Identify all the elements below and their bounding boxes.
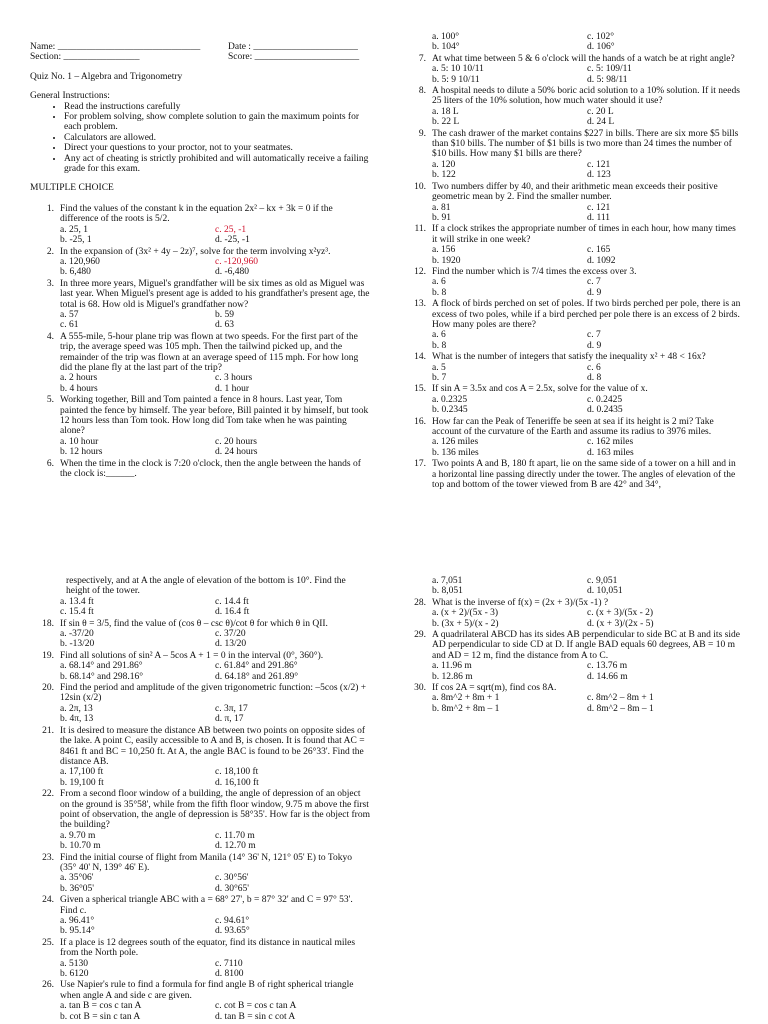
answer-option: b. 95.14° [60,926,95,937]
question-item [402,352,742,362]
question-item [30,726,370,768]
answer-option: d. 13/20 [215,639,247,650]
answer-option: b. 22 L [432,117,460,128]
options-grid [60,661,370,682]
answer-option: a. 9.70 m [60,830,96,841]
answer-option: c. 20 L [587,106,614,117]
question-number: 6. [46,458,54,469]
answer-option: d. 9 [587,340,602,351]
question-text: If a place is 12 degrees south of the equator, find its distance in nautical miles from the North pole. [60,937,356,959]
options-grid [432,160,742,181]
answer-option: b. 12.86 m [432,671,473,682]
q17-continuation: respectively, and at A the angle of elevation of the bottom is 10°. Find the height of the tower. [66,576,346,597]
options-grid [60,959,370,980]
answer-option: b. 10.70 m [60,841,101,852]
options-grid [60,767,370,788]
answer-option: d. 123 [587,170,611,181]
options-grid [432,64,742,85]
question-item [30,789,370,831]
answer-option: d. 10,051 [587,586,623,597]
answer-option: d. 163 miles [587,447,634,458]
options-grid [60,373,370,394]
question-number: 3. [46,278,54,289]
answer-option: c. 0.2425 [587,394,623,405]
answer-option: a. 18 L [432,106,459,117]
question-list-p2-right [402,598,742,714]
answer-option: d. -25, -1 [215,235,250,246]
answer-option: a. 6 [432,330,446,341]
question-number: 30. [414,683,426,694]
options-grid [432,330,742,351]
answer-option: c. cot B = cos c tan A [215,1001,297,1012]
score-field[interactable]: Score: ______________________ [228,52,360,63]
answer-option: b. 8 [432,287,447,298]
options-grid [432,107,742,128]
question-text: If sin A = 3.5x and cos A = 2.5x, solve for the value of x. [432,384,648,395]
question-number: 15. [414,384,426,395]
quiz-title: Quiz No. 1 – Algebra and Trigonometry [30,71,183,82]
question-text: Find the initial course of flight from Manila (14° 36' N, 121° 05' E) to Tokyo (35° 40' N, 139° 46' E). [60,852,352,873]
answer-option: b. 104° [432,42,460,53]
answer-option: a. 68.14° and 291.86° [60,661,143,672]
answer-option: b. 59 [215,309,234,320]
question-item [402,459,742,490]
answer-option: d. 63 [215,320,234,331]
answer-option: c. 61.84° and 291.86° [215,661,298,672]
answer-option: d. 1 hour [215,383,250,394]
answer-option: d. 8100 [215,969,244,980]
options-grid [60,225,370,246]
answer-option: b. 36°05' [60,883,95,894]
name-field[interactable]: Name: ______________________________ [30,42,201,52]
options-grid [60,629,370,650]
answer-option: c. 162 miles [587,437,634,448]
question-text: It is desired to measure the distance AB between two points on opposite sides of the lake. A point C, easily accessible to A and B, is chosen. It is found that AC = 8461 ft and BC = 10,250 ft. At A, the angle BAC is found to be 26°33'. Find the distance AB. [60,725,365,767]
page2-right-column [402,576,742,714]
question-number: 7. [418,53,426,64]
question-item [402,267,742,277]
answer-option: b. 8,051 [432,586,463,597]
question-number: 19. [42,650,54,661]
answer-option: a. 2 hours [60,373,98,384]
answer-option: d. 14.66 m [587,671,628,682]
question-text: Two points A and B, 180 ft apart, lie on the same side of a tower on a hill and in a horizontal line passing directly under the tower. The angles of elevation of the top and bottom of the tower viewed from B are 42° and 34°, [432,459,736,491]
question-number: 8. [418,86,426,97]
question-item [402,182,742,203]
answer-option: b. 8 [432,340,447,351]
answer-option: a. (x + 2)/(5x - 3) [432,608,499,619]
question-text: Find all solutions of sin² A – 5cos A + 1 = 0 in the interval (0°, 360°). [60,650,324,661]
options-grid [60,704,370,725]
question-text: A quadrilateral ABCD has its sides AB perpendicular to side BC at B and its side AD perpendicular to side CD at D. If angle BAD equals 60 degrees, AB = 10 m and AD = 12 m, find the distance from A to C. [432,630,740,661]
q17-options [60,597,370,618]
options-grid [432,363,742,384]
options-grid [60,310,370,331]
question-text: In three more years, Miguel's grandfather will be six times as old as Miguel was last year. When Miguel's present age is added to his grandfather's present age, the total is 68. How old is Miguel's grandfather now? [60,278,370,310]
answer-option: a. 13.4 ft [60,596,94,607]
answer-option-marked: c. 25, -1 [215,224,247,235]
answer-option: c. 8m^2 – 8m + 1 [587,693,654,704]
question-number: 14. [414,352,426,363]
answer-option: a. 156 [432,245,456,256]
question-number: 1. [46,203,54,214]
answer-option: b. 68.14° and 298.16° [60,671,144,682]
question-number: 29. [414,630,426,641]
question-item [402,129,742,160]
question-text: A flock of birds perched on set of poles. If two birds perched per pole, there is an excess of two poles, while if a bird perched per pole there is an excess of 2 birds. How many poles are there? [432,299,741,330]
section-field[interactable]: Section: ________________ [30,52,140,63]
answer-option: c. 18,100 ft [215,767,259,778]
question-number: 4. [46,331,54,342]
answer-option-marked: c. -120,960 [215,256,259,267]
answer-option: b. -25, 1 [60,235,92,246]
options-grid [432,277,742,298]
question-number: 13. [414,299,426,310]
answer-option: c. 7 [587,277,601,288]
question-item [402,299,742,330]
answer-option: c. 30°56' [215,873,249,884]
question-text: At what time between 5 & 6 o'clock will the hands of a watch be at right angle? [432,53,735,64]
section-score-row [30,52,370,62]
answer-option: d. 5: 98/11 [587,74,628,85]
answer-option: a. 0.2325 [432,394,468,405]
answer-option: c. 37/20 [215,629,246,640]
options-grid [432,693,742,714]
answer-option: d. 0.2435 [587,405,623,416]
question-item [30,651,370,661]
question-item [402,86,742,107]
question-text: Find the values of the constant k in the equation 2x² – kx + 3k = 0 if the difference of the roots is 5/2. [60,203,333,225]
question-item [402,630,742,661]
options-grid [60,437,370,458]
answer-option: a. 8m^2 + 8m + 1 [432,693,500,704]
answer-option: b. 136 miles [432,447,479,458]
answer-option: a. 100° [432,32,460,42]
answer-option: c. 7110 [215,958,243,969]
answer-option: b. 6120 [60,969,89,980]
answer-option: a. 120,960 [60,256,100,267]
answer-option: c. 121 [587,159,611,170]
answer-option: a. 5: 10 10/11 [432,64,484,75]
answer-option: c. 6 [587,362,601,373]
date-field[interactable]: Date : ______________________ [228,42,358,52]
answer-option: a. 25, 1 [60,224,88,235]
question-item [30,980,370,1001]
options-grid [60,831,370,852]
answer-option: c. 165 [587,245,611,256]
question-text: In the expansion of (3x² + 4y – 2z)⁷, solve for the term involving x²yz³. [60,246,331,257]
answer-option: c. 5: 109/11 [587,64,632,75]
question-number: 12. [414,266,426,277]
options-grid [432,203,742,224]
answer-option: c. 11.70 m [215,830,255,841]
question-text: Use Napier's rule to find a formula for find angle B of right spherical triangle when angle A and side c are given. [60,980,354,1001]
q6-options [432,32,742,53]
question-item [30,895,370,916]
options-grid [60,916,370,937]
answer-option: d. 30°65' [215,883,250,894]
answer-option: b. 12 hours [60,447,103,458]
question-number: 5. [46,395,54,406]
question-number: 17. [414,459,426,470]
question-text: What is the inverse of f(x) = (2x + 3)/(5x -1) ? [432,597,609,608]
question-text: A 555-mile, 5-hour plane trip was flown at two speeds. For the first part of the trip, the average speed was 105 mph. Then the tailwind picked up, and the remainder of the trip was flown at an average speed of 115 mph. For how long did the plane fly at the last part of the trip? [60,331,359,373]
question-number: 18. [42,618,54,629]
answer-option: b. cot B = sin c tan A [60,1011,141,1022]
instruction-item: • Read the instructions carefully [64,102,370,112]
question-item [402,384,742,394]
question-number: 23. [42,852,54,863]
answer-option: d. 106° [587,42,615,53]
question-text: Find the period and amplitude of the given trigonometric function: –5cos (x/2) + 12sin (x/2) [60,683,367,704]
page1-left-column [30,42,370,479]
instruction-item: • Calculators are allowed. [64,133,370,143]
question-text: Working together, Bill and Tom painted a fence in 8 hours. Last year, Tom painted the fence by himself. The year before, Bill painted it by himself, but took 12 hours less than Tom took. How long did Tom take when he was painting alone? [60,395,369,437]
answer-option: c. 13.76 m [587,661,628,672]
answer-option: c. 7 [587,330,601,341]
answer-option: a. 81 [432,202,451,213]
question-number: 22. [42,789,54,800]
question-text: If sin θ = 3/5, find the value of (cos θ – csc θ)/cot θ for which θ in QII. [60,618,328,629]
question-item [402,417,742,438]
question-text: The cash drawer of the market contains $227 in bills. There are six more $5 bills than $10 bills. The number of $1 bills is two more than 24 times the number of $10 bills. How many $1 bills are there? [432,128,739,160]
answer-option: a. 5 [432,362,446,373]
answer-option: c. 94.61° [215,916,250,926]
answer-option: c. 3 hours [215,373,253,384]
answer-option: c. (x + 3)/(5x - 2) [587,608,654,619]
question-item [30,204,370,225]
question-item [402,224,742,245]
section-title: MULTIPLE CHOICE [30,183,114,194]
answer-option: d. 24 hours [215,447,258,458]
question-item [30,619,370,629]
question-text: If cos 2A = sqrt(m), find cos 8A. [432,683,557,694]
answer-option: b. 7 [432,373,447,383]
name-date-row [30,42,370,52]
page1-right-column [402,32,742,490]
instruction-item: • For problem solving, show complete solution to gain the maximum points for each problem. [64,112,370,133]
instruction-item: • Direct your questions to your proctor, not to your seatmates. [64,143,370,153]
answer-option: b. 8m^2 + 8m – 1 [432,703,500,714]
answer-option: d. 24 L [587,117,615,128]
options-grid [432,608,742,629]
question-list-p2-left [30,619,370,1022]
question-text: What is the number of integers that satisfy the inequality x² + 48 < 16x? [432,352,706,363]
question-text: Given a spherical triangle ABC with a = 68° 27', b = 87° 32' and C = 97° 53'. Find c. [60,895,353,916]
answer-option: b. -13/20 [60,639,95,650]
instruction-item: • Any act of cheating is strictly prohibited and will automatically receive a failing grade for this exam. [64,154,370,175]
answer-option: a. 10 hour [60,436,99,447]
answer-option: d. (x + 3)/(2x - 5) [587,618,654,629]
answer-option: b. 91 [432,212,451,223]
question-item [402,598,742,608]
answer-option: a. 57 [60,309,79,320]
answer-option: b. (3x + 5)/(x - 2) [432,618,499,629]
answer-option: c. 9,051 [587,576,618,586]
question-number: 24. [42,895,54,906]
answer-option: a. 7,051 [432,576,463,586]
question-item [30,459,370,480]
question-text: Two numbers differ by 40, and their arithmetic mean exceeds their positive geometric mean by 2. Find the smaller number. [432,181,718,203]
answer-option: d. -6,480 [215,267,250,278]
answer-option: b. 19,100 ft [60,777,104,788]
question-item [30,395,370,437]
answer-option: a. 126 miles [432,437,479,448]
question-item [30,247,370,257]
answer-option: a. 11.96 m [432,661,472,672]
answer-option: c. 121 [587,202,611,213]
answer-option: b. 4π, 13 [60,714,94,725]
answer-option: d. 12.70 m [215,841,256,852]
answer-option: a. 120 [432,159,456,170]
answer-option: b. 5: 9 10/11 [432,74,480,85]
answer-option: a. 5130 [60,958,88,969]
answer-option: d. 64.18° and 261.89° [215,671,299,682]
question-number: 21. [42,725,54,736]
question-text: A hospital needs to dilute a 50% boric acid solution to a 10% solution. If it needs 25 liters of the 10% solution, how much water should it use? [432,86,740,107]
answer-option: b. 4 hours [60,383,98,394]
answer-option: a. 17,100 ft [60,767,104,778]
instructions-title: General Instructions: [30,91,110,102]
answer-option: d. 111 [587,212,611,223]
answer-option: d. 9 [587,287,602,298]
answer-option: c. 14.4 ft [215,596,249,607]
question-number: 26. [42,980,54,991]
question-number: 11. [414,224,426,235]
question-number: 20. [42,683,54,694]
question-number: 9. [418,128,426,139]
answer-option: a. 6 [432,277,446,288]
instructions-list [30,102,370,175]
answer-option: c. 102° [587,32,615,42]
answer-option: c. 61 [60,320,79,331]
question-item [30,683,370,704]
answer-option: d. 16,100 ft [215,777,259,788]
question-item [30,938,370,959]
answer-option: d. 16.4 ft [215,607,250,618]
question-text: Find the number which is 7/4 times the excess over 3. [432,266,637,277]
page2-left-column [30,576,370,1022]
question-text: When the time in the clock is 7:20 o'clock, then the angle between the hands of the clock is:______. [60,458,361,480]
question-text: From a second floor window of a building, the angle of depression of an object on the ground is 35°58', while from the fifth floor window, 9.75 m above the first point of observation, the angle of depression is 58°35'. How far is the object from the building? [60,789,370,831]
q27-options [432,576,742,597]
question-number: 2. [46,246,54,257]
question-list-p1-right [402,54,742,491]
options-grid [432,437,742,458]
question-text: If a clock strikes the appropriate number of times in each hour, how many times it will strike in one week? [432,224,736,245]
question-text: How far can the Peak of Teneriffe be seen at sea if its height is 2 mi? Take account of the curvature of the Earth and assume its radius to 3976 miles. [432,416,714,438]
answer-option: b. 1920 [432,255,461,266]
question-item [402,54,742,64]
question-list-p1-left [30,204,370,480]
answer-option: a. -37/20 [60,629,94,640]
options-grid [60,873,370,894]
answer-option: b. 122 [432,170,456,181]
question-item [30,279,370,310]
question-item [30,332,370,374]
question-number: 28. [414,597,426,608]
answer-option: c. 20 hours [215,436,257,447]
options-grid [60,1001,370,1022]
question-number: 10. [414,181,426,192]
question-number: 16. [414,416,426,427]
answer-option: a. 2π, 13 [60,703,93,714]
question-number: 25. [42,937,54,948]
answer-option: b. 6,480 [60,267,91,278]
answer-option: d. 1092 [587,255,616,266]
answer-option: d. 8 [587,373,602,383]
answer-option: d. 93.65° [215,926,250,937]
answer-option: b. 0.2345 [432,405,468,416]
answer-option: a. 96.41° [60,916,95,926]
options-grid [432,395,742,416]
question-item [402,683,742,693]
answer-option: a. 35°06' [60,873,94,884]
question-item [30,853,370,874]
options-grid [432,245,742,266]
options-grid [432,661,742,682]
answer-option: a. tan B = cos c tan A [60,1001,142,1012]
answer-option: d. 8m^2 – 8m – 1 [587,703,654,714]
answer-option: d. π, 17 [215,714,244,725]
options-grid [60,257,370,278]
answer-option: c. 3π, 17 [215,703,248,714]
answer-option: c. 15.4 ft [60,607,94,618]
answer-option: d. tan B = sin c cot A [215,1011,296,1022]
